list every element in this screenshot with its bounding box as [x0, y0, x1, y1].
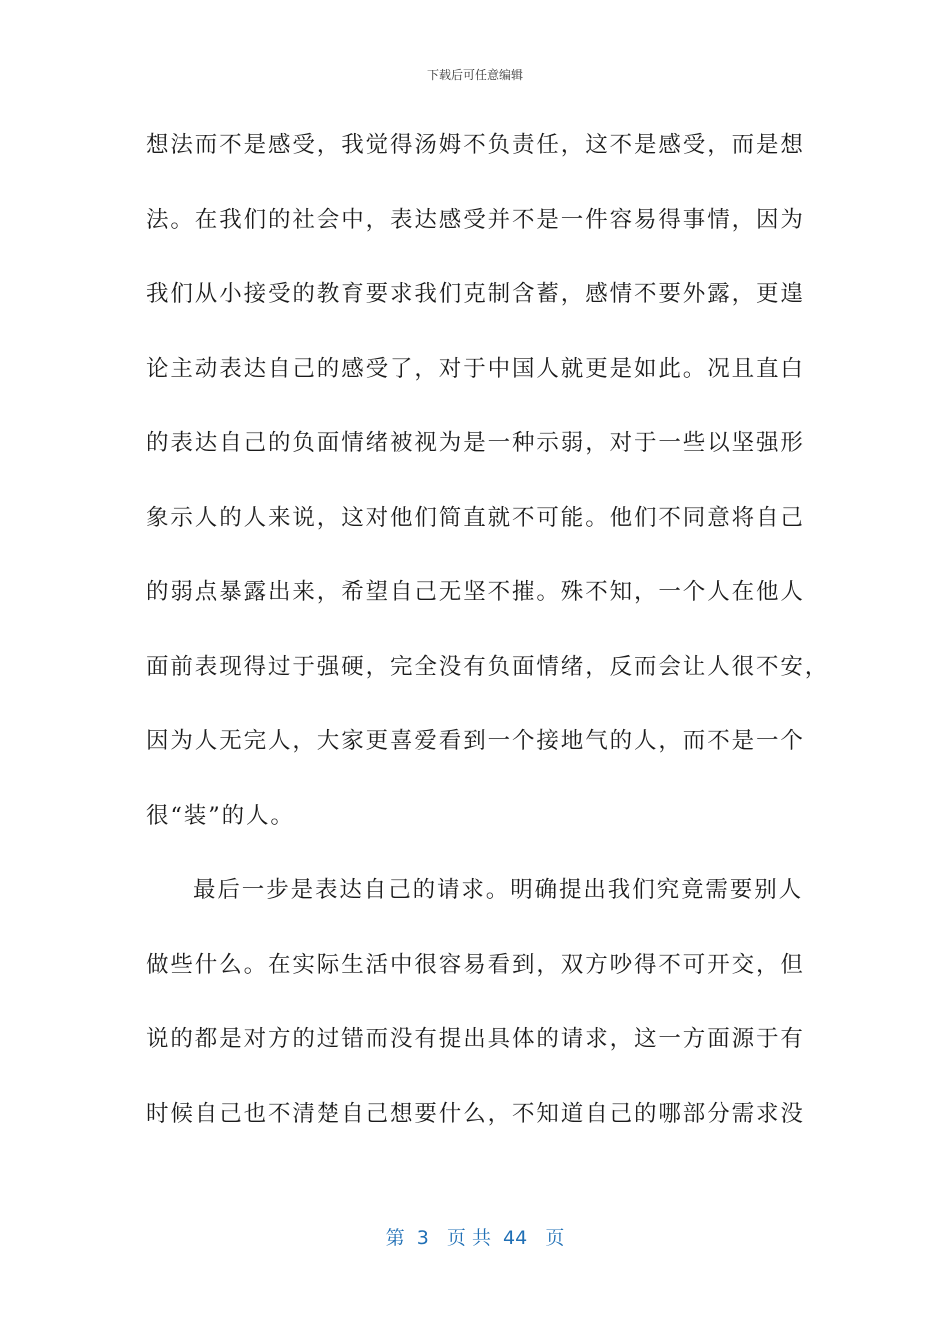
text-line: 法。在我们的社会中，表达感受并不是一件容易得事情，因为 [146, 206, 805, 233]
text-line: 时候自己也不清楚自己想要什么，不知道自己的哪部分需求没 [146, 1100, 805, 1127]
text-line: 想法而不是感受，我觉得汤姆不负责任，这不是感受，而是想 [146, 132, 805, 158]
text-line: 做些什么。在实际生活中很容易看到，双方吵得不可开交，但 [146, 951, 805, 978]
text-line: 很“装”的人。 [146, 802, 295, 829]
text-line: 的弱点暴露出来，希望自己无坚不摧。殊不知，一个人在他人 [146, 579, 805, 605]
text-line: 我们从小接受的教育要求我们克制含蓄，感情不要外露，更遑 [146, 281, 805, 307]
text-line: 面前表现得过于强硬，完全没有负面情绪，反而会让人很不安， [146, 653, 830, 680]
text-line: 因为人无完人，大家更喜爱看到一个接地气的人，而不是一个 [146, 728, 805, 754]
document-body [146, 118, 830, 1161]
text-line: 说的都是对方的过错而没有提出具体的请求，这一方面源于有 [146, 1026, 805, 1052]
page-header: 下载后可任意编辑 [426, 68, 523, 82]
page-number-footer: 第 3 页 共 44 页 [385, 1227, 565, 1249]
text-line: 象示人的人来说，这对他们简直就不可能。他们不同意将自己 [146, 504, 805, 531]
paragraph-first-line: 最后一步是表达自己的请求。明确提出我们究竟需要别人 [193, 877, 804, 903]
text-line: 的表达自己的负面情绪被视为是一种示弱，对于一些以坚强形 [146, 430, 805, 456]
text-line: 论主动表达自己的感受了，对于中国人就更是如此。况且直白 [146, 355, 805, 382]
